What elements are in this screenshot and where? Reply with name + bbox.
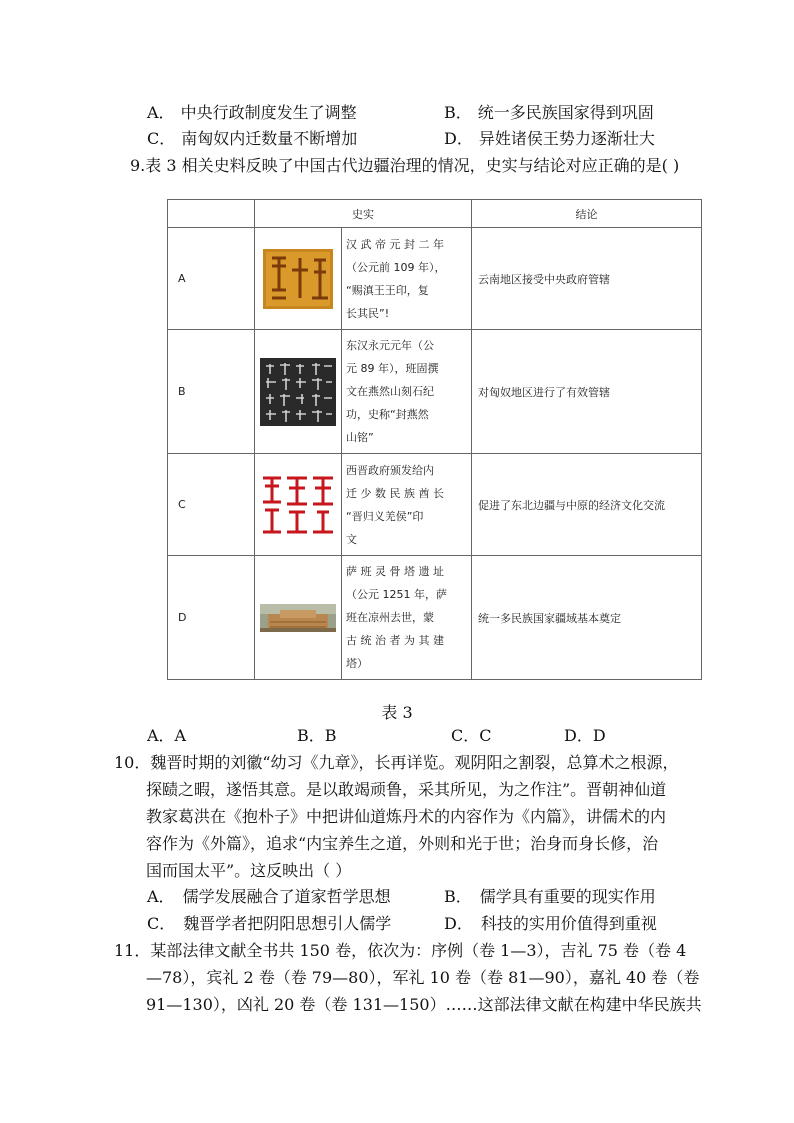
q10-option-b: B． 儒学具有重要的现实作用 — [444, 887, 656, 906]
table-row-d — [168, 556, 702, 680]
q10-option-d: D． 科技的实用价值得到重视 — [444, 914, 657, 933]
q9-option-c: C．C — [451, 726, 492, 745]
row-label: A — [168, 228, 255, 330]
q9-option-b: B．B — [297, 726, 337, 745]
q9-option-a: A．A — [147, 726, 187, 745]
q11-line-1: 11．某部法律文献全书共 150 卷，依次为：序例（卷 1—3），吉礼 75 卷（卷 4 — [114, 941, 687, 960]
fact-c: 西晋政府颁发给内 迁 少 数 民 族 酋 长 “晋归义羌侯”印 文 — [342, 454, 472, 556]
conclusion-d: 统一多民族国家疆域基本奠定 — [472, 556, 702, 680]
q9-option-d: D．D — [564, 726, 606, 745]
gold-seal-image — [262, 248, 334, 310]
row-label: D — [168, 556, 255, 680]
q10-option-a: A． 儒学发展融合了道家哲学思想 — [147, 887, 391, 906]
red-seal-image — [259, 472, 337, 538]
q11-line-2: —78），宾礼 2 卷（卷 79—80），军礼 10 卷（卷 81—90），嘉礼 40 卷（卷 — [146, 968, 700, 987]
fact-d: 萨 班 灵 骨 塔 遗 址 （公元 1251 年，萨 班在凉州去世，蒙 古 统 治 者 为 其 建 塔） — [342, 556, 472, 680]
header-fact: 史实 — [255, 200, 472, 228]
q8-option-c: C． 南匈奴内迁数量不断增加 — [147, 129, 358, 148]
q10-line-4: 容作为《外篇》，追求“内宝养生之道，外则和光于世；治身而身长修，治 — [146, 834, 659, 853]
row-label: B — [168, 330, 255, 454]
q10-line-5: 国而国太平”。这反映出（ ） — [146, 861, 352, 880]
table-header-row — [168, 200, 702, 228]
q9-stem: 9.表 3 相关史料反映了中国古代边疆治理的情况，史实与结论对应正确的是( ) — [130, 156, 680, 175]
fact-a: 汉 武 帝 元 封 二 年 （公元前 109 年）， “赐滇王王印，复 长其民”! — [342, 228, 472, 330]
q10-line-1: 10．魏晋时期的刘徽“幼习《九章》，长再详览。观阴阳之割裂，总算术之根源， — [114, 753, 679, 772]
q10-line-3: 教家葛洪在《抱朴子》中把讲仙道炼丹术的内容作为《内篇》，讲儒术的内 — [146, 807, 667, 826]
table-3 — [167, 199, 702, 680]
q10-option-c: C． 魏晋学者把阴阳思想引人儒学 — [147, 914, 392, 933]
q10-line-2: 探赜之暇，遂悟其意。是以敢竭顽鲁，采其所见，为之作注”。晋朝神仙道 — [146, 780, 667, 799]
conclusion-a: 云南地区接受中央政府管辖 — [472, 228, 702, 330]
table-row-b — [168, 330, 702, 454]
stupa-ruins-image — [260, 604, 336, 632]
q8-option-a: A． 中央行政制度发生了调整 — [147, 103, 357, 122]
stone-rubbing-image — [260, 358, 336, 426]
header-conclusion: 结论 — [472, 200, 702, 228]
q8-option-b: B． 统一多民族国家得到巩固 — [444, 103, 654, 122]
table-caption: 表 3 — [381, 703, 413, 722]
row-label: C — [168, 454, 255, 556]
q11-line-3: 91—130），凶礼 20 卷（卷 131—150）……这部法律文献在构建中华民族共 — [146, 995, 702, 1014]
q8-option-d: D． 异姓诸侯王势力逐渐壮大 — [444, 129, 655, 148]
table-row-a — [168, 228, 702, 330]
conclusion-b: 对匈奴地区进行了有效管辖 — [472, 330, 702, 454]
fact-b: 东汉永元元年（公 元 89 年），班固撰 文在燕然山刻石纪 功，史称“封燕然 山铭” — [342, 330, 472, 454]
table-row-c — [168, 454, 702, 556]
conclusion-c: 促进了东北边疆与中原的经济文化交流 — [472, 454, 702, 556]
